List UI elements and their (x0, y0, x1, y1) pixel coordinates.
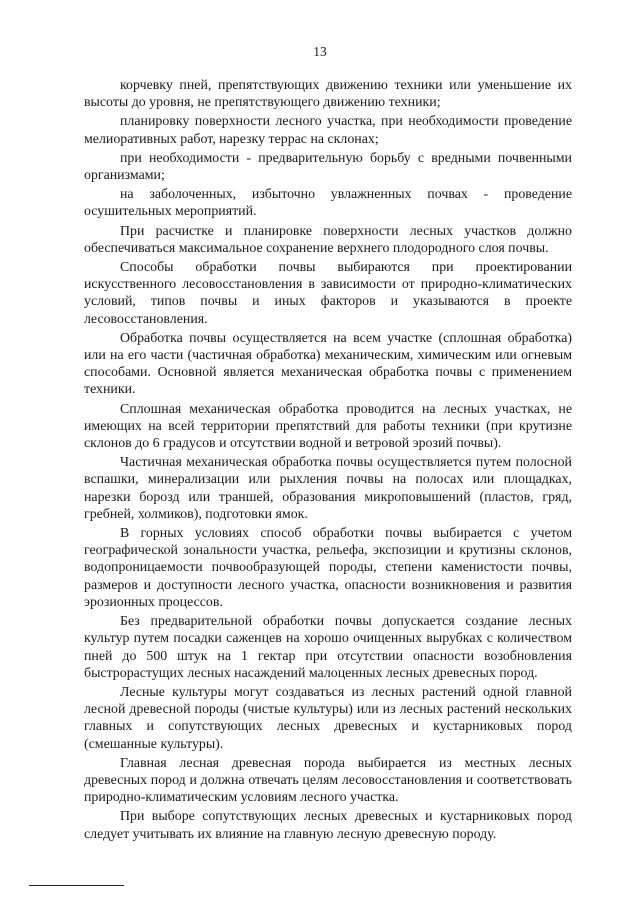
paragraph-drainage: на заболоченных, избыточно увлажненных почвах - проведение осушительных мероприятий. (84, 187, 572, 220)
paragraph-main-species: Главная лесная древесная порода выбирается из местных лесных древесных пород и должна отвечать целям лесовосстановления и соответствовать природно-климатическим условиям лесного участка. (84, 755, 572, 806)
paragraph-tillage-types: Обработка почвы осуществляется на всем участке (сплошная обработка) или на его части (частичная обработка) механическим, химическим или огневым способами. Основной является механическая обработка почвы с применением техники. (84, 330, 572, 398)
paragraph-mountain-conditions: В горных условиях способ обработки почвы выбирается с учетом географической зональности участка, рельефа, экспозиции и крутизны склонов, водопроницаемости почвообразующей породы, степени каменистости почвы, размеров и доступности лесного участка, опасности возникновения и развития эрозионных процессов. (84, 526, 572, 610)
footnote-separator-line (29, 885, 124, 886)
paragraph-no-tillage-planting: Без предварительной обработки почвы допускается создание лесных культур путем посадки саженцев на хорошо очищенных вырубках с количеством пней до 500 штук на 1 гектар при отсутствии опасности возобновления быстрорастущих лесных насаждений малоценных лесных древесных пород. (84, 614, 572, 681)
paragraph-stump-removal: корчевку пней, препятствующих движению техники или уменьшение их высоты до уровня, не препятствующего движению техники; (84, 78, 572, 111)
body-text (84, 77, 572, 845)
paragraph-topsoil-preservation: При расчистке и планировке поверхности лесных участков должно обеспечиваться максимальное сохранение верхнего плодородного слоя почвы. (84, 223, 572, 256)
paragraph-companion-species: При выборе сопутствующих лесных древесных и кустарниковых пород следует учитывать их влияние на главную лесную древесную породу. (84, 809, 572, 842)
paragraph-tillage-methods: Способы обработки почвы выбираются при проектировании искусственного лесовосстановления в зависимости от природно-климатических условий, типов почвы и иных факторов и указываются в проекте лесовосстановления. (84, 260, 572, 327)
page-number: 13 (313, 44, 327, 59)
paragraph-partial-tillage: Частичная механическая обработка почвы осуществляется путем полосной вспашки, минерализации или рыхления почвы на полосах или площадках, нарезки борозд или траншей, образования микроповышений (пластов, гряд, гребней, холмиков), подготовки ямок. (84, 455, 572, 522)
paragraph-forest-cultures: Лесные культуры могут создаваться из лесных растений одной главной лесной древесной породы (чистые культуры) или из лесных растений нескольких главных и сопутствующих лесных древесных и кустарниковых пород (смешанные культуры). (84, 684, 572, 752)
paragraph-pest-control: при необходимости - предварительную борьбу с вредными почвенными организмами; (84, 150, 572, 184)
paragraph-continuous-tillage: Сплошная механическая обработка проводится на лесных участках, не имеющих на всей территории препятствий для работы техники (при крутизне склонов до 6 градусов и отсутствии водной и ветровой эрозий почвы). (84, 401, 572, 452)
paragraph-surface-leveling: планировку поверхности лесного участка, при необходимости проведение мелиоративных работ, нарезку террас на склонах; (84, 114, 572, 147)
